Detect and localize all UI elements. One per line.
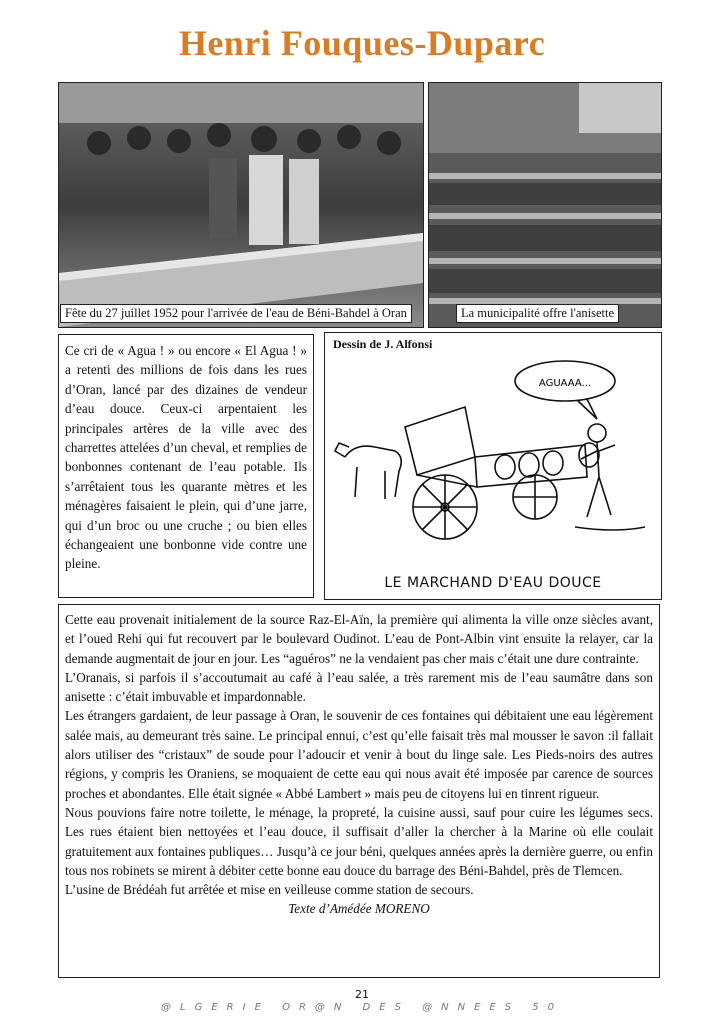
photo-fete-caption: Fête du 27 juillet 1952 pour l'arrivée de l'eau de Béni-Bahdel à Oran — [60, 304, 412, 323]
article-box — [58, 604, 660, 978]
crowd-photo-image — [59, 83, 423, 327]
photo-anisette-caption: La municipalité offre l'anisette — [456, 304, 619, 323]
article-paragraph: Nous pouvions faire notre toilette, le ménage, la propreté, la cuisine aussi, sauf pour cuire les légumes secs. Les rues étaient bien nettoyées et l’eau douce, il suffisait d’aller la chercher à la Marine où elle coulait gratuitement aux fontaines publiques… Jusqu’à ce jour béni, quelques années après la dernière guerre, ou enfin tous nos robinets se mirent à débiter cette bonne eau douce du barrage des Béni-Bahdel, près de Tlemcen. — [65, 804, 653, 878]
article-paragraph: Les étrangers gardaient, de leur passage à Oran, le souvenir de ces fontaines qui débitaient une eau légèrement salée mais, au demeurant très saine. Le principal ennui, c’est qu’elle faisait très mal mousser le savon :il fallait alors utiliser des “cristaux” de soude pour l’adoucir et venir à bout du linge sale. Les Pieds-noirs des autres régions, y compris les Oraniens, se moquaient de cette eau qui nous avait été imposée par carence de sources proches et abondantes. Elle était signée « Abbé Lambert » mais peu de citoyens lui en tinrent rigueur. — [65, 708, 653, 801]
sidebar-text-box — [58, 334, 314, 598]
drawing-credit: Dessin de J. Alfonsi — [333, 337, 433, 351]
sidebar-text: Ce cri de « Agua ! » ou encore « El Agua ! » a retenti des millions de fois dans les rues d’Oran, lancé par des dizaines de vendeur d’eau douce. Ceux-ci arpentaient les principales artères de la ville avec des charrettes attelées d’un cheval, et remplies de bonbonnes contenant de l’eau potable. Ils s’arrêtaient tous les quarante mètres et les ménagères faisaient le plein, qui d’une jarre, qui d’un broc ou une cruche ; ou bien elles échangeaient une bonbonne vide contre une pleine. — [65, 343, 307, 572]
speech-bubble-text: AGUAAA... — [538, 378, 592, 389]
drawing-box — [324, 332, 662, 600]
drawing-caption: LE MARCHAND D'EAU DOUCE — [384, 575, 602, 591]
photo-fete-1952 — [58, 82, 424, 328]
article-paragraph: L’usine de Brédéah fut arrêtée et mise en veilleuse comme station de secours. — [65, 882, 474, 898]
page-title: Henri Fouques-Duparc — [178, 23, 546, 63]
article-author: Texte d’Amédée MORENO — [288, 901, 430, 917]
crowd-photo-image — [429, 83, 661, 327]
water-seller-drawing — [325, 347, 661, 577]
article-paragraph: L’Oranais, si parfois il s’accoutumait au café à l’eau salée, a très rarement mis de l’eau saumâtre dans son anisette : c’était imbuvable et impardonnable. — [65, 669, 653, 705]
page-footer: @LGERIE OR@N DES @NNEES 50 — [161, 1002, 563, 1013]
article-paragraph: Cette eau provenait initialement de la source Raz-El-Aïn, la première qui alimenta la ville onze siècles avant, et l’oued Rehi qui fut recouvert par le boulevard Oudinot. L’eau de Pont-Albin vint ensuite la relayer, car la demande augmentait de jour en jour. Les “aguéros” ne la vendaient pas cher mais c’était une dure contrainte. — [65, 612, 653, 666]
page-number: 21 — [355, 988, 369, 1001]
photo-anisette — [428, 82, 662, 328]
